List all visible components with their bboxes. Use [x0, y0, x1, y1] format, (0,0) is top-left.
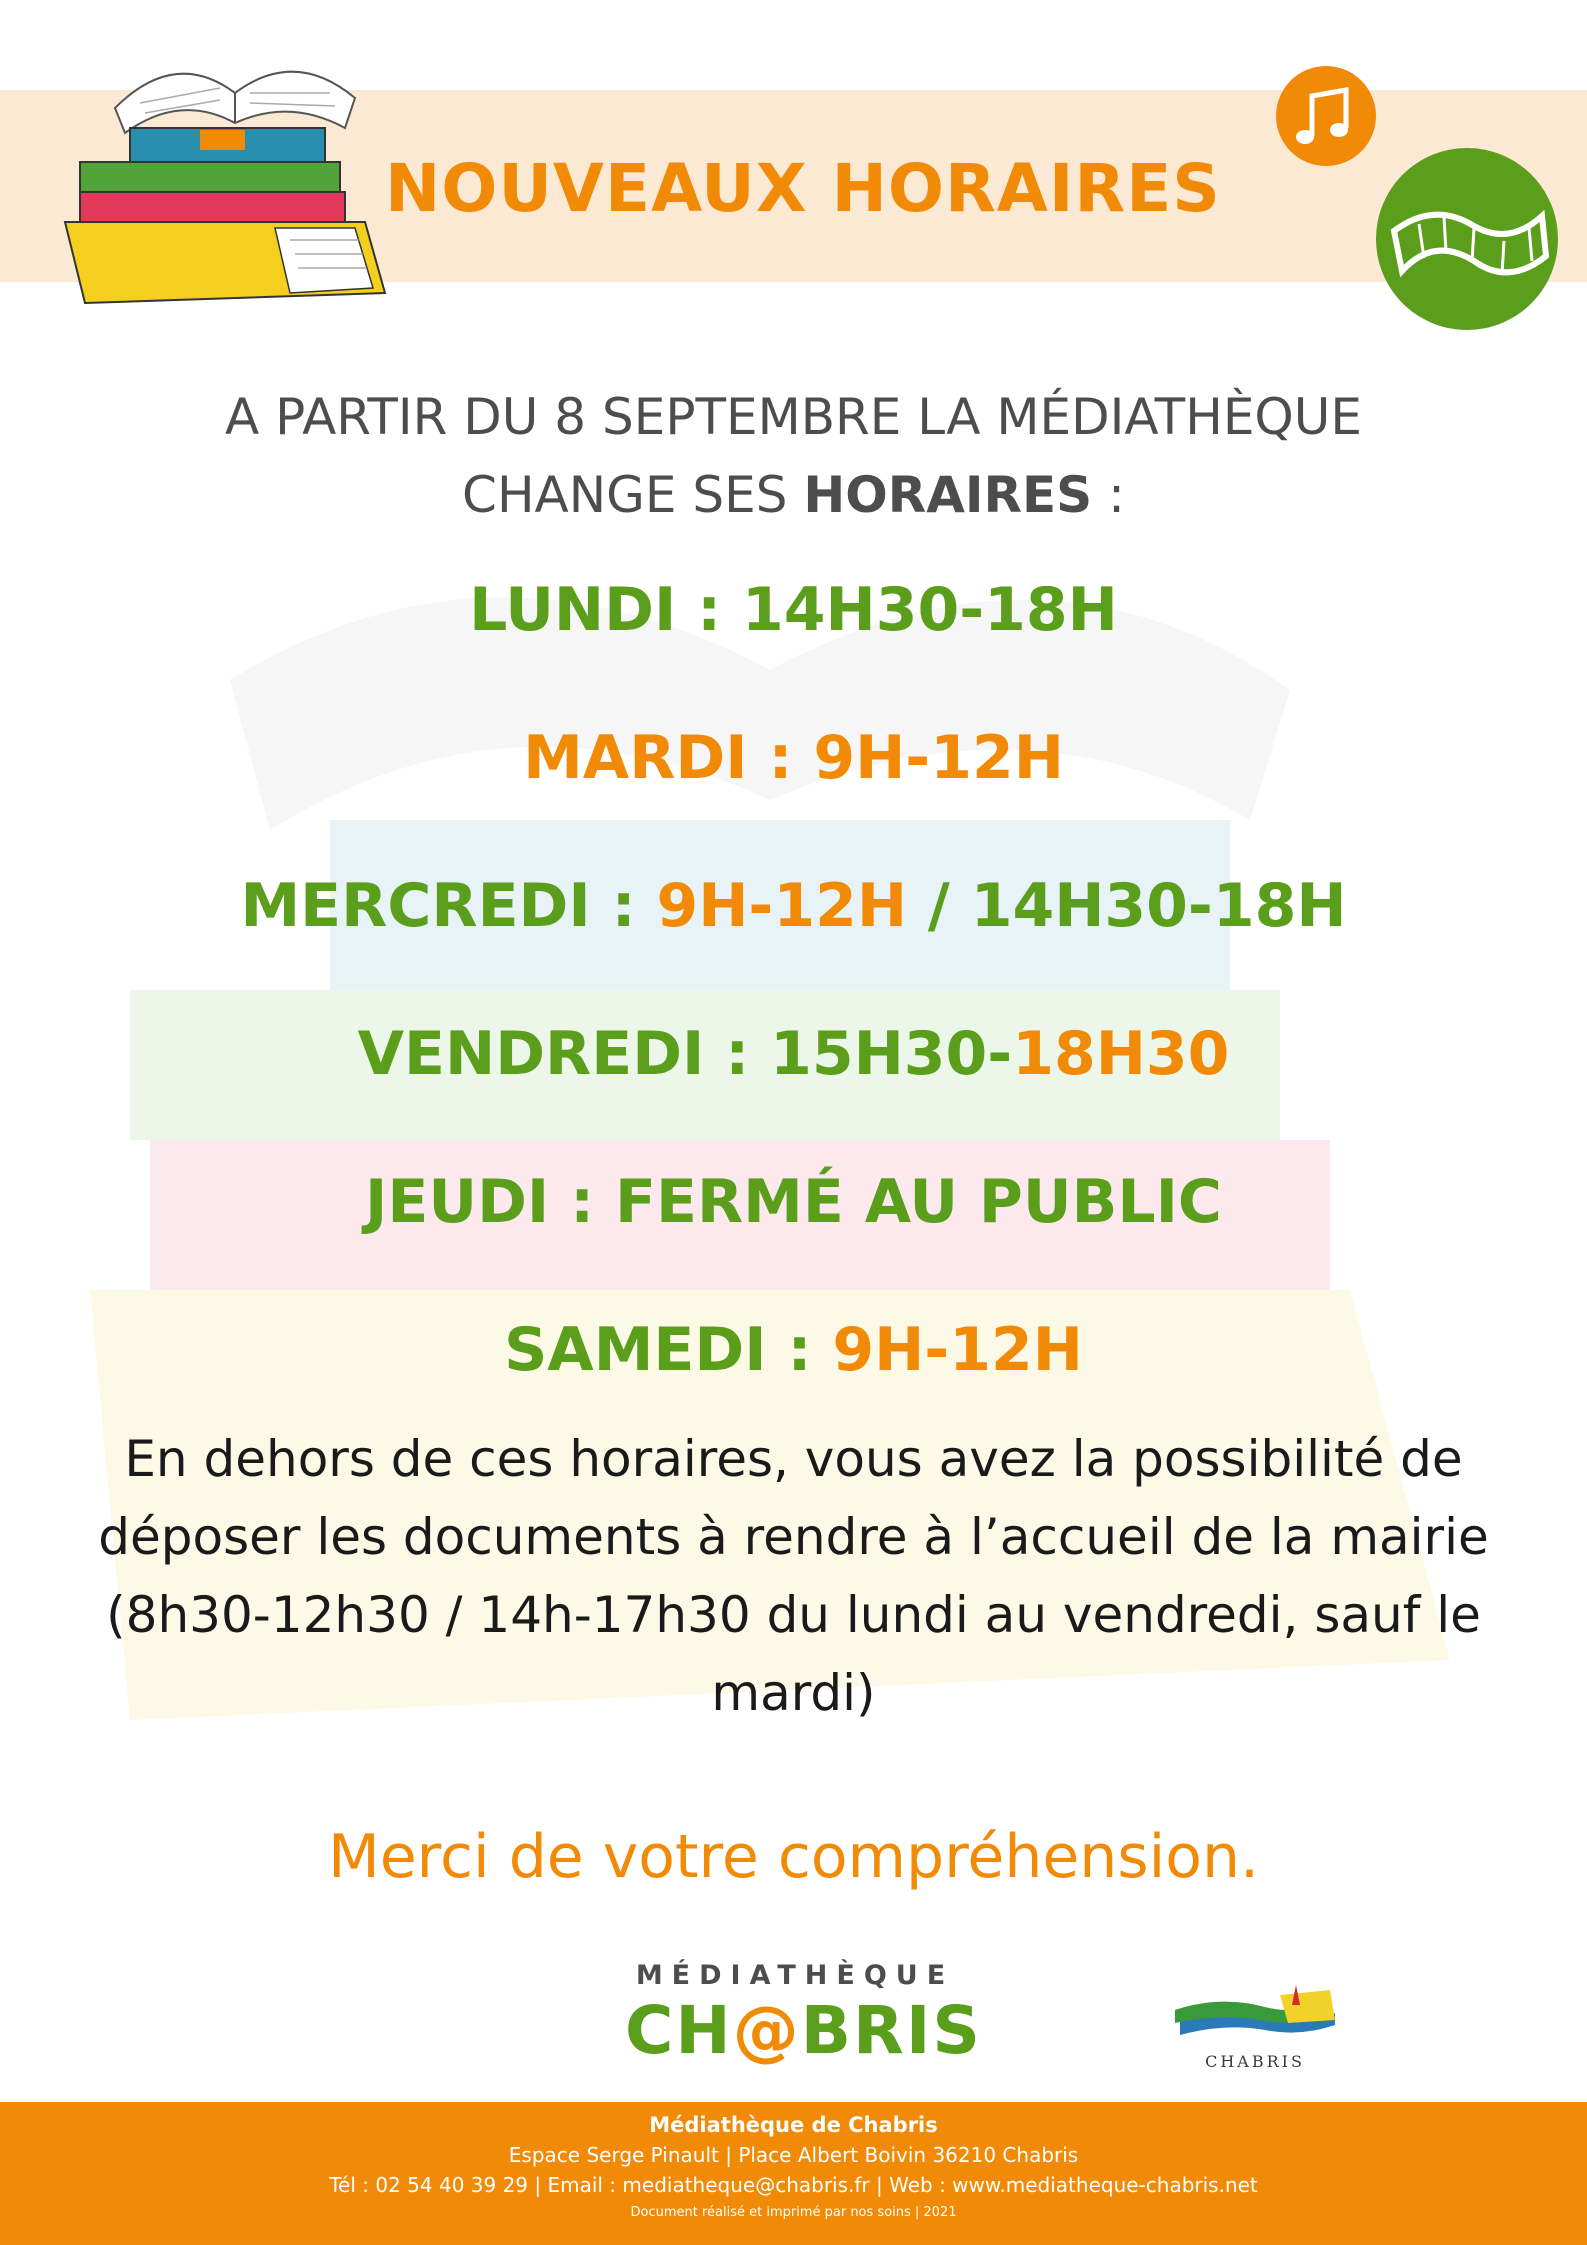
intro-line-1: A PARTIR DU 8 SEPTEMBRE LA MÉDIATHÈQUE	[225, 388, 1362, 446]
schedule-day: MERCREDI :	[240, 871, 657, 941]
thanks-text: Merci de votre compréhension.	[327, 1822, 1260, 1892]
intro-line-2-start: CHANGE SES	[462, 466, 804, 524]
page-title: NOUVEAUX HORAIRES	[385, 150, 1221, 227]
schedule-samedi	[0, 1315, 1587, 1385]
footer-contact: Tél : 02 54 40 39 29 | Email : mediatheque@chabris.fr | Web : www.mediatheque-chabris.net	[329, 2173, 1258, 2197]
schedule-lundi	[0, 575, 1587, 645]
ville-emblem-icon	[1170, 1975, 1340, 2053]
logo-at-sign: @	[732, 1992, 801, 2069]
logo-text-a: CH	[625, 1992, 733, 2069]
schedule-vendredi	[0, 1019, 1587, 1089]
logo-bottom-text	[625, 1992, 982, 2069]
schedule-day: SAMEDI :	[504, 1315, 833, 1385]
schedule-hours-start: 15H30-	[770, 1019, 1013, 1089]
schedule-hours: 14H30-18H	[742, 575, 1118, 645]
footer-name: Médiathèque de Chabris	[649, 2113, 938, 2137]
schedule-hours-afternoon: / 14H30-18H	[907, 871, 1347, 941]
logo-top-text: MÉDIATHÈQUE	[635, 1960, 955, 1991]
schedule-day: MARDI :	[523, 723, 814, 793]
ville-name: CHABRIS	[1205, 2052, 1305, 2071]
intro-line-2-bold: HORAIRES	[803, 466, 1093, 524]
schedule-hours: 9H-12H	[832, 1315, 1083, 1385]
footer	[0, 2102, 1587, 2245]
schedule-day: LUNDI :	[469, 575, 743, 645]
logo-text-b: BRIS	[800, 1992, 982, 2069]
intro-line-2-end: :	[1092, 466, 1125, 524]
schedule-mardi	[0, 723, 1587, 793]
intro-line-2	[60, 456, 1527, 534]
music-note-icon	[1274, 64, 1378, 168]
schedule-jeudi	[0, 1167, 1587, 1237]
note-paragraph: En dehors de ces horaires, vous avez la possibilité de déposer les documents à rendre à l’accueil de la mairie (8h30-12h30 / 14h-17h30 du lundi au vendredi, sauf le mardi)	[98, 1430, 1489, 1722]
schedule-hours-end: 18H30	[1012, 1019, 1230, 1089]
ville-chabris-logo	[1170, 1975, 1340, 2075]
schedule-closed: JEUDI : FERMÉ AU PUBLIC	[365, 1167, 1222, 1237]
book-stack-icon	[55, 18, 405, 318]
schedule-mercredi	[0, 871, 1587, 941]
footer-credits: Document réalisé et imprimé par nos soins | 2021	[630, 2205, 957, 2220]
mediatheque-logo	[625, 1960, 982, 2080]
film-reel-icon	[1374, 146, 1560, 332]
footer-address: Espace Serge Pinault | Place Albert Boivin 36210 Chabris	[508, 2143, 1079, 2167]
schedule-hours: 9H-12H	[813, 723, 1064, 793]
schedule-day: VENDREDI :	[357, 1019, 771, 1089]
schedule-hours-morning: 9H-12H	[656, 871, 908, 941]
intro-text	[60, 378, 1527, 534]
